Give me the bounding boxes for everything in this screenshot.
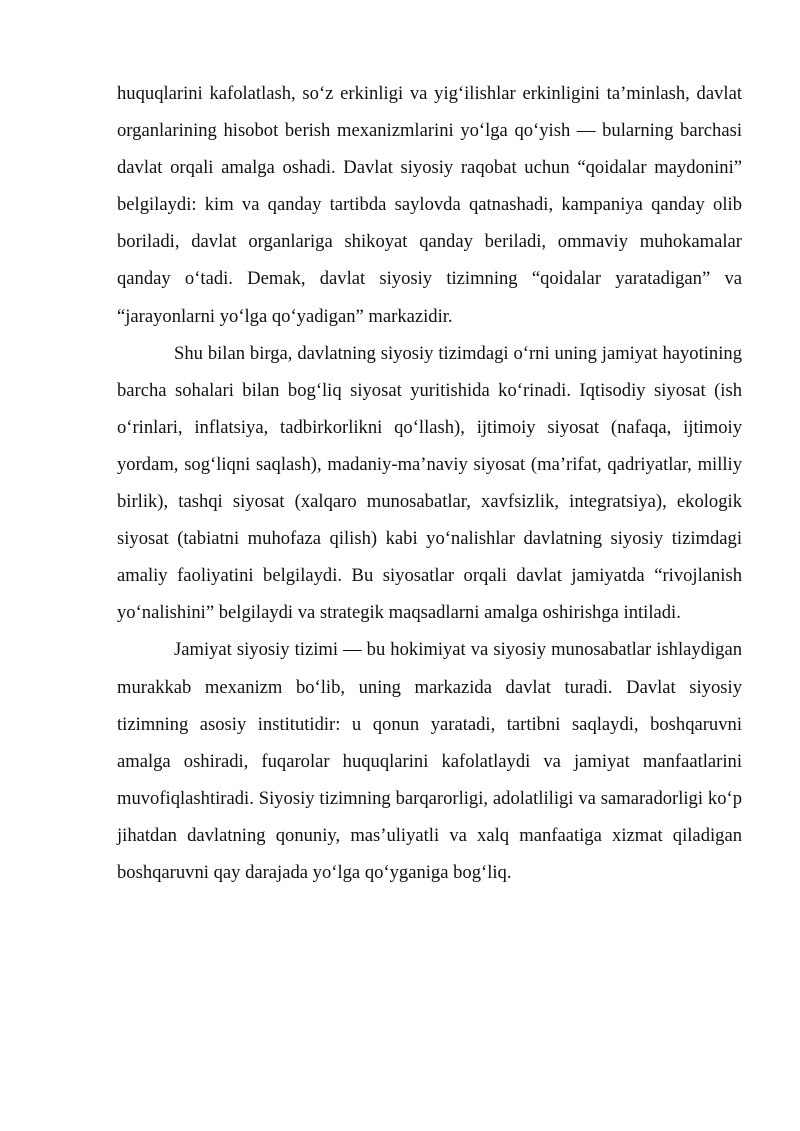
paragraph-policy-areas: Shu bilan birga, davlatning siyosiy tizimdagi o‘rni uning jamiyat hayotining barcha sohalari bilan bog‘liq siyosat yuritishida ko‘rinadi. Iqtisodiy siyosat (ish o‘rinlari, inflatsiya, tadbirkorlikni qo‘llash), ijtimoiy siyosat (nafaqa, ijtimoiy yordam, sog‘liqni saqlash), madaniy-ma’naviy siyosat (ma’rifat, qadriyatlar, milliy birlik), tashqi siyosat (xalqaro munosabatlar, xavfsizlik, integratsiya), ekologik siyosat (tabiatni muhofaza qilish) kabi yo‘nalishlar davlatning siyosiy tizimdagi amaliy faoliyatini belgilaydi. Bu siyosatlar orqali davlat jamiyatda “rivojlanish yo‘nalishini” belgilaydi va strategik maqsadlarni amalga oshirishga intiladi. [117,342,742,624]
document-page [117,75,742,891]
paragraph-continuation: huquqlarini kafolatlash, so‘z erkinligi va yig‘ilishlar erkinligini ta’minlash, davlat organlarining hisobot berish mexanizmlarini yo‘lga qo‘yish — bularning barchasi davlat orqali amalga oshadi. Davlat siyosiy raqobat uchun “qoidalar maydonini” belgilaydi: kim va qanday tartibda saylovda qatnashadi, kampaniya qanday olib boriladi, davlat organlariga shikoyat qanday beriladi, ommaviy muhokamalar qanday o‘tadi. Demak, davlat siyosiy tizimning “qoidalar yaratadigan” va “jarayonlarni yo‘lga qo‘yadigan” markazidir. [117,83,742,327]
paragraph-political-system: Jamiyat siyosiy tizimi — bu hokimiyat va siyosiy munosabatlar ishlaydigan murakkab mexanizm bo‘lib, uning markazida davlat turadi. Davlat siyosiy tizimning asosiy institutidir: u qonun yaratadi, tartibni saqlaydi, boshqaruvni amalga oshiradi, fuqarolar huquqlarini kafolatlaydi va jamiyat manfaatlarini muvofiqlashtiradi. Siyosiy tizimning barqarorligi, adolatliligi va samaradorligi ko‘p jihatdan davlatning qonuniy, mas’uliyatli va xalq manfaatiga xizmat qiladigan boshqaruvni qay darajada yo‘lga qo‘yganiga bog‘liq. [117,639,742,883]
